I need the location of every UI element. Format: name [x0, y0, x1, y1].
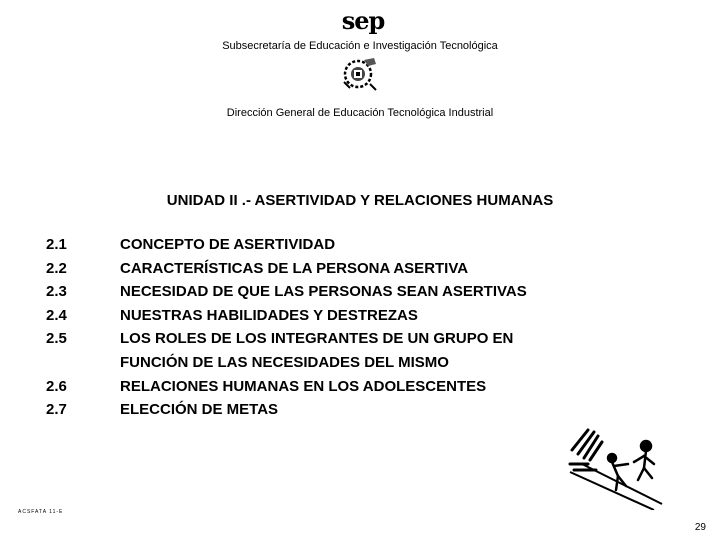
list-item	[46, 375, 666, 399]
list-item-continuation	[46, 351, 666, 375]
dgeti-emblem-icon	[340, 54, 380, 94]
table-of-contents	[46, 233, 666, 422]
people-walking-clipart-icon	[562, 420, 672, 510]
footer-code: ACSFATA 11-E	[18, 509, 64, 515]
subsecretaria-heading: Subsecretaría de Educación e Investigación Tecnológica	[222, 40, 498, 52]
direccion-heading: Dirección General de Educación Tecnológica Industrial	[226, 107, 494, 119]
item-text: NECESIDAD DE QUE LAS PERSONAS SEAN ASERTIVAS	[120, 283, 527, 301]
item-number: 2.2	[46, 259, 67, 277]
item-number: 2.5	[46, 330, 67, 348]
list-item	[46, 327, 666, 351]
item-text: FUNCIÓN DE LAS NECESIDADES DEL MISMO	[120, 353, 449, 371]
item-text: LOS ROLES DE LOS INTEGRANTES DE UN GRUPO EN	[120, 330, 514, 348]
item-number: 2.7	[46, 401, 67, 419]
item-text: ELECCIÓN DE METAS	[120, 401, 279, 419]
item-text: CARACTERÍSTICAS DE LA PERSONA ASERTIVA	[120, 259, 469, 277]
item-number: 2.6	[46, 377, 67, 395]
item-number: 2.3	[46, 283, 67, 301]
unit-title: UNIDAD II .- ASERTIVIDAD Y RELACIONES HUMANAS	[166, 192, 554, 209]
list-item	[46, 280, 666, 304]
sep-logo: sep	[341, 6, 385, 35]
item-text: NUESTRAS HABILIDADES Y DESTREZAS	[120, 306, 418, 324]
item-number: 2.4	[46, 306, 67, 324]
list-item	[46, 233, 666, 257]
item-number: 2.1	[46, 236, 67, 253]
page-number: 29	[694, 522, 706, 533]
list-item	[46, 304, 666, 328]
list-item	[46, 257, 666, 281]
item-text: RELACIONES HUMANAS EN LOS ADOLESCENTES	[120, 377, 487, 395]
item-text: CONCEPTO DE ASERTIVIDAD	[120, 236, 336, 253]
item-number	[46, 351, 120, 375]
list-item	[46, 398, 666, 422]
